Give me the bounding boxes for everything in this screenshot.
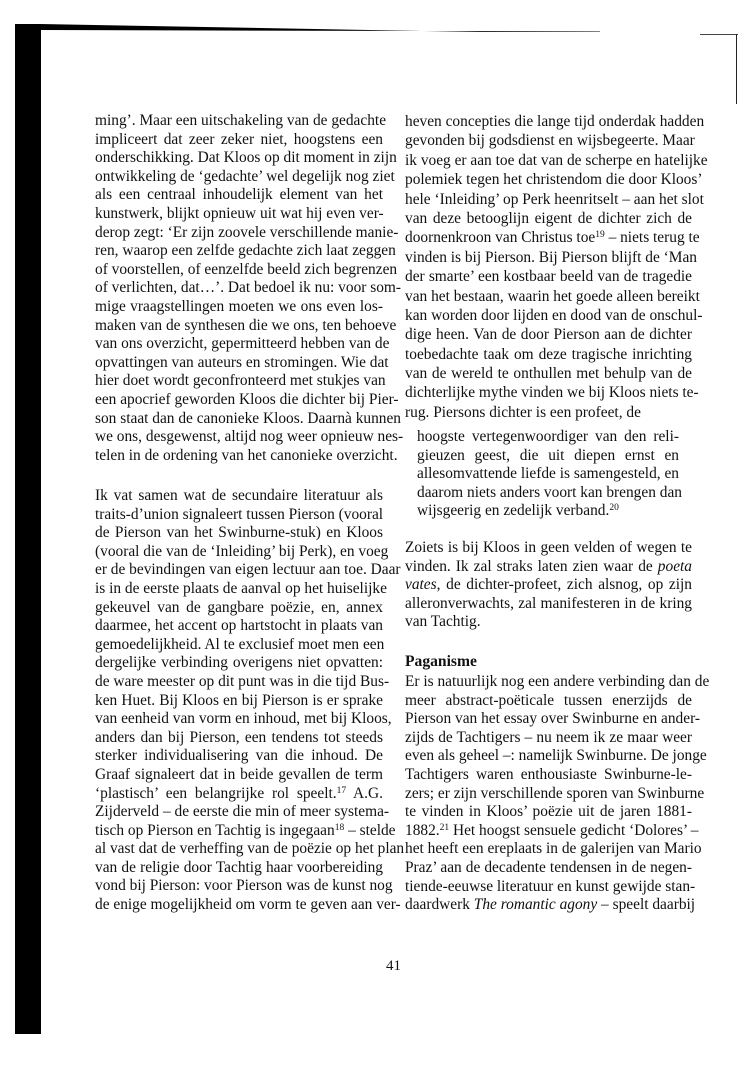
text-run: derop zegt: ‘Er zijn zoovele verschillende manie- <box>95 223 399 241</box>
text-run: gemoedelijkheid. Al te exclusief moet men een <box>95 635 385 653</box>
text-line <box>95 390 399 410</box>
text-run: de enige mogelijkheid om vorm te geven aan ver- <box>95 896 401 914</box>
text-run: der smarte’ een kostbaar beeld van de tragedie <box>405 268 692 286</box>
text-line <box>95 242 396 261</box>
text-line <box>95 877 393 896</box>
footnote-ref: 19 <box>595 230 605 241</box>
page-edge-line <box>700 34 738 35</box>
text-run: ken Huet. Bij Kloos en bij Pierson is er sprake <box>95 691 383 709</box>
text-run: Ik vat samen wat de secundaire literatuur als <box>95 487 383 504</box>
text-line <box>95 859 383 878</box>
text-run: onderschikking. Dat Kloos op dit moment in zijn <box>95 149 397 167</box>
text-run: allesomvattende liefde is samengesteld, en <box>417 465 679 483</box>
text-line <box>95 729 383 748</box>
text-run: son staat dan de canonieke Kloos. Daarnà kunnen <box>95 409 402 427</box>
right-column-paragraph-1 <box>405 112 708 422</box>
text-line <box>405 729 692 748</box>
text-line <box>95 617 383 636</box>
footnote-ref: 21 <box>439 822 450 833</box>
text-line <box>405 325 692 344</box>
text-line <box>95 487 383 506</box>
text-line <box>405 228 700 247</box>
text-run: daardwerk <box>405 896 474 914</box>
text-run: alleronverwachts, zal manifesteren in de kring <box>405 594 692 612</box>
scan-edge-shadow-top <box>40 24 600 32</box>
text-run: te vinden in Kloos’ poëzie uit de jaren 1881- <box>405 803 692 821</box>
text-run: Het hoogst sensuele gedicht ‘Dolores’ – <box>449 821 699 839</box>
text-run: – stelde <box>344 821 396 839</box>
section-heading: Paganisme <box>405 653 477 670</box>
text-line <box>405 131 695 150</box>
text-run: , de dichter-profeet, zich alsnog, op zijn <box>436 576 692 594</box>
text-line <box>405 112 705 131</box>
text-line <box>405 539 692 558</box>
text-run: Zijderveld – de eerste die min of meer systema- <box>95 803 390 821</box>
text-line <box>95 672 390 692</box>
text-run: (vooral die van de ‘Inleiding’ bij Perk), en voeg <box>95 542 389 560</box>
text-line <box>405 287 700 306</box>
text-run: maken van de synthesen die we ons, ten behoeve <box>95 316 397 334</box>
text-run: opvattingen van auteurs en stromingen. Wie dat <box>95 353 389 371</box>
text-run: dichterlijke mythe vinden we bij Kloos niets te- <box>405 384 699 402</box>
text-line <box>405 576 692 595</box>
text-run: Graaf signaleert dat in beide gevallen de term <box>95 765 383 783</box>
text-run: Pierson van het essay over Swinburne en ander- <box>405 710 701 728</box>
text-line <box>405 766 692 785</box>
text-line <box>95 654 383 673</box>
text-run: wijsgeerig en zedelijk verband. <box>417 502 610 520</box>
text-run: van deze betooglijn eigent de dichter zich de <box>405 209 692 227</box>
text-line <box>405 345 692 364</box>
text-line <box>95 112 387 131</box>
text-line <box>405 170 703 189</box>
text-run: mige vraagstellingen moeten we ons even los- <box>95 297 383 315</box>
page-edge-line-vertical <box>736 34 737 104</box>
text-line <box>95 692 383 711</box>
text-line <box>95 785 383 804</box>
text-run: ontwikkeling de ‘gedachte’ wel degelijk nog ziet <box>95 167 395 185</box>
text-run: polemiek tegen het christendom die door Kloos’ <box>405 171 703 189</box>
text-line <box>95 279 402 298</box>
text-run: dergelijke verbinding overigens niet opvatten: <box>95 654 383 672</box>
text-run: dige heen. Van de door Pierson aan de dichter <box>405 326 692 344</box>
text-run: toebedachte taak om deze tragische inrichting <box>405 345 692 363</box>
text-run: Er is natuurlijk nog een andere verbinding dan de <box>405 673 710 690</box>
text-line <box>95 316 397 336</box>
scan-edge-shadow-left <box>15 24 41 1034</box>
text-run: hele ‘Inleiding’ op Perk heenritselt – aan het slot <box>405 190 704 208</box>
text-line <box>95 167 395 187</box>
text-line <box>405 803 692 822</box>
text-run: traits-d’union signaleert tussen Pierson (vooral <box>95 505 384 523</box>
text-run: ‘plastisch’ een belangrijke rol speelt. <box>95 784 337 802</box>
text-run: – speelt daarbij <box>597 896 696 914</box>
text-run: ik voeg er aan toe dat van de scherpe en hatelijke <box>405 151 708 169</box>
text-run: al vast dat de verheffing van de poëzie op het plan <box>95 840 405 858</box>
text-line <box>95 542 389 562</box>
page-number: 41 <box>386 958 401 974</box>
text-line <box>95 372 386 391</box>
text-run: zers; er zijn verschillende sporen van Swinburne <box>405 784 705 802</box>
text-run: van het bestaan, waarin het goede alleen bereikt <box>405 287 700 305</box>
text-run: van Tachtig. <box>405 613 481 631</box>
text-line <box>95 131 383 150</box>
left-column-paragraph-2 <box>95 487 405 915</box>
text-line <box>405 896 696 915</box>
text-run: van ons overzicht, gepermitteerd hebben van de <box>95 335 390 353</box>
text-run: of verlichten, dat…’. Dat bedoel ik nu: voor som- <box>95 279 402 297</box>
text-run: ming’. Maar een uitschakeling van de gedachte <box>95 112 387 129</box>
text-line <box>95 205 383 224</box>
text-line <box>405 383 699 402</box>
text-line <box>95 747 383 766</box>
footnote-ref: 17 <box>336 785 347 796</box>
text-run: het heeft een ereplaats in de galerijen van Mario <box>405 840 702 858</box>
text-line <box>417 502 679 521</box>
text-line <box>405 692 692 711</box>
text-line <box>405 613 692 632</box>
text-line <box>405 306 703 325</box>
text-line <box>95 561 401 580</box>
text-run: doornenkroon van Christus toe <box>405 229 596 247</box>
text-run: gieuzen geest, die uit diepen ernst en <box>417 446 679 464</box>
text-line <box>417 447 679 466</box>
text-line <box>405 558 692 577</box>
text-line <box>405 784 705 804</box>
text-line <box>95 428 404 447</box>
text-run: vinden is bij Pierson. Bij Pierson blijft de ‘Man <box>405 248 697 266</box>
text-line <box>95 710 392 729</box>
text-run: de ware meester op dit punt was in die tijd Bus- <box>95 672 390 690</box>
text-run: sterker individualisering van die inhoud. De <box>95 747 383 765</box>
block-quote <box>417 428 682 521</box>
text-run: er de bevindingen van eigen lectuur aan toe. Daar <box>95 561 401 579</box>
text-run: gevonden bij godsdienst en wijsbegeerte. Maar <box>405 132 695 150</box>
text-run: daarmee, het accent op hartstocht in plaats van <box>95 617 383 635</box>
text-run: 1882. <box>405 821 440 839</box>
right-column-paragraph-2 <box>405 539 692 632</box>
text-line <box>405 190 704 209</box>
text-run: impliceert dat zeer zeker niet, hoogstens een <box>95 130 383 148</box>
text-line <box>95 524 383 543</box>
text-line <box>405 877 696 897</box>
text-line <box>405 209 692 228</box>
text-line <box>405 859 692 878</box>
text-line <box>95 446 398 466</box>
footnote-ref: 20 <box>609 503 619 514</box>
text-run: hoogste vertegenwoordiger van den reli- <box>417 428 679 445</box>
text-line <box>95 803 390 822</box>
text-line <box>417 465 679 484</box>
text-run: is in de eerste plaats de aanval op het huiselijke <box>95 579 387 597</box>
text-line <box>95 149 397 168</box>
text-line <box>405 710 701 729</box>
text-line <box>95 186 383 205</box>
text-line <box>405 248 697 267</box>
text-line <box>417 483 682 503</box>
text-run: van eenheid van vorm en inhoud, met bij Kloos, <box>95 710 392 728</box>
text-line <box>95 506 383 525</box>
text-line <box>405 673 710 692</box>
text-run: kunstwerk, blijkt opnieuw uit wat hij even ver- <box>95 204 384 222</box>
text-line <box>95 409 402 429</box>
text-line <box>95 766 383 785</box>
italic-text: vates <box>405 576 437 594</box>
text-run: even als geheel –: namelijk Swinburne. De jonge <box>405 747 707 765</box>
text-line <box>95 579 387 599</box>
text-line <box>405 595 692 614</box>
text-run: telen in de ordening van het canonieke overzicht. <box>95 446 398 464</box>
text-line <box>405 747 707 766</box>
text-line <box>95 223 399 243</box>
right-column-paragraph-3 <box>405 673 710 915</box>
text-run: een apocrief geworden Kloos die dichter bij Pier- <box>95 390 399 408</box>
text-line <box>405 364 692 383</box>
text-line <box>405 840 702 859</box>
text-run: heven concepties die lange tijd onderdak hadden <box>405 113 705 130</box>
text-run: van de religie door Tachtig haar voorbereiding <box>95 858 383 876</box>
text-run: zijds de Tachtigers – nu neem ik ze maar weer <box>405 728 692 746</box>
text-line <box>95 599 383 618</box>
text-line <box>405 267 692 286</box>
text-line <box>95 840 405 859</box>
text-line <box>405 821 699 841</box>
italic-text: The romantic agony <box>473 896 598 914</box>
text-run: hier doet wordt geconfronteerd met stukjes van <box>95 372 386 390</box>
text-run: van de wereld te onthullen met behulp van de <box>405 365 692 383</box>
text-run: vond bij Pierson: voor Pierson was de kunst nog <box>95 877 393 895</box>
footnote-ref: 18 <box>334 822 345 833</box>
text-run: vinden. Ik zal straks laten zien waar de <box>405 557 658 575</box>
text-run: Praz’ aan de decadente tendensen in de negen- <box>405 858 692 876</box>
text-run: tisch op Pierson en Tachtig is ingegaan <box>95 821 335 839</box>
text-run: we ons, desgewenst, altijd nog weer opnieuw nes- <box>95 428 404 446</box>
text-run: meer abstract-poëticale tussen enerzijds de <box>405 691 692 709</box>
text-run: ren, waarop een zelfde gedachte zich laat zeggen <box>95 242 396 260</box>
text-line <box>405 151 708 170</box>
text-line <box>95 896 401 915</box>
text-line <box>95 298 383 317</box>
text-run: anders dan bij Pierson, een tendens tot steeds <box>95 728 383 746</box>
text-line <box>95 821 396 841</box>
left-column-paragraph-1 <box>95 112 404 465</box>
text-run: de Pierson van het Swinburne-stuk) en Kloos <box>95 524 383 542</box>
text-run: of voorstellen, of eenzelfde beeld zich begrenzen <box>95 260 398 278</box>
text-run: A.G. <box>346 784 383 802</box>
text-run: Tachtigers waren enthousiaste Swinburne-le- <box>405 765 692 783</box>
text-line <box>95 353 389 373</box>
text-line <box>95 335 390 354</box>
text-run: kan worden door lijden en dood van de onschul- <box>405 306 703 324</box>
text-run: tiende-eeuwse literatuur en kunst gewijde stan- <box>405 877 696 895</box>
text-run: – niets terug te <box>604 229 700 247</box>
text-run: rug. Piersons dichter is een profeet, de <box>405 403 641 421</box>
italic-text: poeta <box>657 557 692 575</box>
text-line <box>417 428 679 447</box>
text-line <box>405 403 692 422</box>
text-run: als een centraal inhoudelijk element van het <box>95 186 383 204</box>
text-run: Zoiets is bij Kloos in geen velden of wegen te <box>405 539 692 556</box>
text-line <box>95 260 398 280</box>
text-run: gekeuvel van de gangbare poëzie, en, annex <box>95 598 383 616</box>
text-run: daarom niets anders voort kan brengen dan <box>417 483 682 501</box>
text-line <box>95 636 383 655</box>
